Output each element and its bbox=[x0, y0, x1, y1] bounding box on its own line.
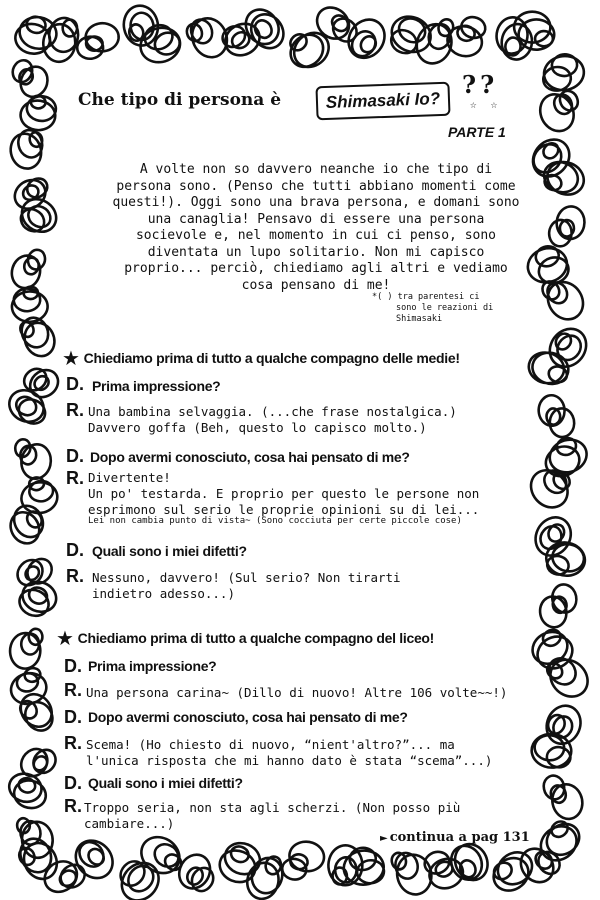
section-heading-text: Chiediamo prima di tutto a qualche compagno delle medie! bbox=[83, 350, 460, 366]
scribble-loop bbox=[179, 855, 213, 891]
scribble-loop bbox=[21, 478, 57, 514]
note-line-2: sono le reazioni di Shimasaki bbox=[396, 303, 494, 324]
page-title: Che tipo di persona è bbox=[78, 90, 282, 110]
question-label: D. bbox=[64, 707, 82, 727]
question-text: Dopo avermi conosciuto, cosa hai pensato di me? bbox=[88, 709, 408, 725]
answer-text: Scema! (Ho chiesto di nuovo, “nient'altro?”... ma l'unica risposta che mi hanno dato è stata “scema”...) bbox=[86, 737, 493, 768]
scribble-loop bbox=[220, 843, 260, 882]
scribble-loop bbox=[77, 23, 118, 59]
question-text: Quali sono i miei difetti? bbox=[92, 543, 247, 559]
scribble-loop bbox=[10, 629, 42, 669]
answer-label: R. bbox=[64, 733, 82, 753]
scribble-loop bbox=[15, 179, 47, 209]
answer-text: Divertente! Un po' testarda. E proprio per questo le persone non esprimono sul serio le proprie opinioni su di lei... bbox=[88, 470, 480, 517]
answer-label: R. bbox=[66, 468, 84, 488]
scribble-loop bbox=[24, 369, 58, 397]
scribble-loop bbox=[539, 395, 574, 437]
scribble-loop bbox=[13, 60, 48, 96]
scribble-loop bbox=[344, 848, 384, 885]
reactions-note bbox=[372, 292, 522, 325]
answer-text: Nessuno, davvero! (Sul serio? Non tirarti indietro adesso...) bbox=[92, 570, 401, 601]
star-icon: ★ bbox=[56, 628, 74, 650]
question-marks-doodle: ?? bbox=[462, 70, 499, 99]
question-label: D. bbox=[66, 446, 84, 466]
scribble-loop bbox=[11, 130, 43, 169]
star-icon: ★ bbox=[62, 348, 80, 370]
scribble-loop bbox=[246, 10, 284, 49]
section-heading-text: Chiediamo prima di tutto a qualche compagno del liceo! bbox=[77, 630, 435, 646]
scribble-loop bbox=[533, 140, 569, 177]
scribble-loop bbox=[43, 18, 78, 62]
scribble-loop bbox=[550, 329, 586, 367]
scribble-loop bbox=[247, 857, 282, 899]
answer-label: R. bbox=[66, 400, 84, 420]
name-badge: Shimasaki Io? bbox=[315, 82, 450, 121]
question-label: D. bbox=[64, 773, 82, 793]
question-text: Quali sono i miei difetti? bbox=[88, 775, 243, 791]
scribble-loop bbox=[187, 18, 227, 57]
star-doodles: ☆☆ bbox=[470, 98, 512, 111]
scribble-loop bbox=[141, 25, 180, 62]
continue-text: continua a pag 131 bbox=[389, 830, 530, 845]
scribble-loop bbox=[11, 668, 46, 704]
answer-label: R. bbox=[64, 680, 82, 700]
scribble-loop bbox=[290, 33, 328, 67]
section-heading-medie bbox=[62, 346, 460, 371]
scribble-loop bbox=[12, 250, 45, 288]
scribble-loop bbox=[547, 658, 587, 696]
scribble-loop bbox=[9, 774, 46, 808]
scribble-loop bbox=[494, 852, 532, 890]
scribble-loop bbox=[544, 776, 583, 819]
scribble-loop bbox=[21, 749, 55, 776]
answer-label: R. bbox=[66, 566, 84, 586]
arrow-icon: ► bbox=[380, 833, 388, 844]
answer-text: Una bambina selvaggia. (...che frase nostalgica.) Davvero goffa (Beh, questo lo capisco molto.) bbox=[88, 404, 457, 435]
question-label: D. bbox=[66, 374, 84, 394]
question-text: Dopo avermi conosciuto, cosa hai pensato di me? bbox=[90, 449, 410, 465]
scribble-loop bbox=[11, 506, 43, 544]
scribble-loop bbox=[528, 246, 569, 283]
scribble-loop bbox=[19, 582, 56, 616]
scribble-loop bbox=[540, 584, 576, 627]
question-text: Prima impressione? bbox=[88, 658, 217, 674]
scribble-loop bbox=[391, 17, 430, 53]
note-line-1: *( ) tra parentesi ci bbox=[372, 292, 480, 302]
scribble-loop bbox=[21, 96, 56, 130]
scribble-loop bbox=[141, 837, 181, 873]
section-heading-liceo bbox=[56, 626, 434, 651]
scribble-loop bbox=[121, 861, 159, 900]
answer-label: R. bbox=[64, 796, 82, 816]
scribble-loop bbox=[531, 470, 570, 507]
scribble-loop bbox=[12, 287, 48, 322]
scribble-loop bbox=[543, 54, 584, 90]
question-text: Prima impressione? bbox=[92, 378, 221, 394]
scribble-loop bbox=[20, 694, 52, 730]
scribble-loop bbox=[349, 20, 385, 58]
scribble-loop bbox=[15, 439, 51, 478]
scribble-loop bbox=[76, 841, 113, 878]
question-label: D. bbox=[66, 540, 84, 560]
scribble-loop bbox=[282, 842, 324, 880]
scribble-loop bbox=[529, 353, 569, 384]
part-label: PARTE 1 bbox=[448, 124, 506, 140]
answer-footnote: Lei non cambia punto di vista~ (Sono cocciuta per certe piccole cose) bbox=[88, 516, 462, 526]
intro-paragraph: A volte non so davvero neanche io che tipo di persona sono. (Penso che tutti abbiano momenti come questi!). Oggi sono una brava persona, e domani sono una canaglia! Pensavo di essere una persona socievole e, nel momento in cui ci penso, sono diventata un lupo solitario. Non mi capisco proprio... perciò, chiediamo agli altri e vediamo cosa pensano di me! bbox=[112, 162, 520, 293]
answer-text: Una persona carina~ (Dillo di nuovo! Altre 106 volte~~!) bbox=[86, 685, 508, 700]
scribble-loop bbox=[540, 91, 578, 131]
scribble-loop bbox=[9, 390, 45, 423]
scribble-loop bbox=[549, 206, 584, 246]
scribble-loop bbox=[542, 282, 583, 320]
continue-note bbox=[380, 830, 530, 845]
answer-text: Troppo seria, non sta agli scherzi. (Non posso più cambiare...) bbox=[84, 800, 461, 831]
question-label: D. bbox=[64, 656, 82, 676]
scribble-loop bbox=[20, 318, 54, 356]
